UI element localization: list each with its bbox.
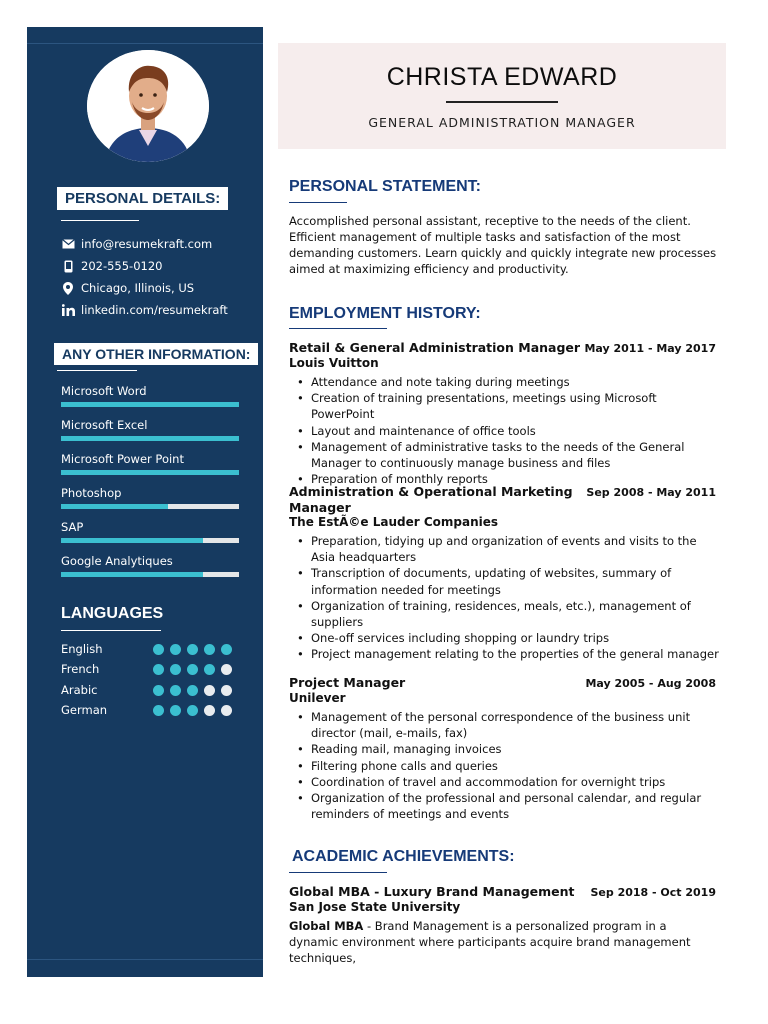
rating-dot bbox=[187, 685, 198, 696]
rating-dot bbox=[170, 685, 181, 696]
rating-dot bbox=[187, 664, 198, 675]
rating-dot bbox=[153, 644, 164, 655]
job-date: May 2011 - May 2017 bbox=[584, 342, 716, 355]
skill-name: Photoshop bbox=[61, 486, 122, 500]
job-title: Project Manager bbox=[289, 675, 406, 690]
list-item: • Project management relating to the properties of the general manager bbox=[289, 646, 719, 662]
rating-dot bbox=[204, 685, 215, 696]
list-item: • Reading mail, managing invoices bbox=[289, 741, 719, 757]
list-item: • Filtering phone calls and queries bbox=[289, 758, 719, 774]
resume-header bbox=[278, 43, 726, 149]
language-rating bbox=[153, 685, 232, 696]
skill-name: Microsoft Word bbox=[61, 384, 147, 398]
language-rating bbox=[153, 664, 232, 675]
language-item bbox=[61, 683, 241, 697]
skill-item bbox=[61, 384, 239, 407]
degree-title: Global MBA - Luxury Brand Management bbox=[289, 884, 575, 899]
rating-dot bbox=[204, 644, 215, 655]
skill-item bbox=[61, 520, 239, 543]
list-item: • Transcription of documents, updating of websites, summary of information needed for meetings bbox=[289, 565, 719, 597]
degree-description-rest: - Brand Management is a personalized program in a dynamic environment where participants acquire brand management techniques, bbox=[289, 919, 691, 965]
header-divider bbox=[446, 101, 558, 103]
candidate-role: GENERAL ADMINISTRATION MANAGER bbox=[368, 115, 636, 130]
contact-linkedin-text: linkedin.com/resumekraft bbox=[81, 303, 228, 317]
skill-bar-fill bbox=[61, 402, 239, 407]
list-item: • One-off services including shopping or laundry trips bbox=[289, 630, 719, 646]
list-item: • Management of the personal correspondence of the business unit director (mail, e-mails, fax) bbox=[289, 709, 719, 741]
rating-dot bbox=[187, 644, 198, 655]
skill-item bbox=[61, 418, 239, 441]
other-information-title: ANY OTHER INFORMATION: bbox=[54, 343, 258, 365]
phone-icon bbox=[61, 260, 75, 272]
rating-dot bbox=[204, 705, 215, 716]
personal-statement-text: Accomplished personal assistant, receptive to the needs of the client. Efficient management of multiple tasks and satisfaction of the most demanding customers. Learn quickly and quickly integrate new processes aimed at maximizing efficiency and productivity. bbox=[289, 214, 717, 276]
academic-achievements-underline bbox=[289, 872, 387, 873]
email-icon bbox=[61, 238, 75, 250]
skill-item bbox=[61, 452, 239, 475]
contact-linkedin[interactable] bbox=[61, 302, 228, 318]
contact-email-text: info@resumekraft.com bbox=[81, 237, 213, 251]
job-date: May 2005 - Aug 2008 bbox=[585, 677, 716, 690]
job-title: Retail & General Administration Manager bbox=[289, 340, 581, 355]
contact-location-text: Chicago, Illinois, US bbox=[81, 281, 195, 295]
skill-bar bbox=[61, 538, 239, 543]
school-name: San Jose State University bbox=[289, 900, 461, 914]
list-item: • Management of administrative tasks to the needs of the General Manager to continuously manage business and files bbox=[289, 439, 719, 471]
language-rating bbox=[153, 705, 232, 716]
rating-dot bbox=[153, 664, 164, 675]
employment-history-title: EMPLOYMENT HISTORY: bbox=[289, 305, 481, 322]
skill-bar bbox=[61, 436, 239, 441]
personal-statement-title: PERSONAL STATEMENT: bbox=[289, 178, 482, 195]
list-item: • Layout and maintenance of office tools bbox=[289, 423, 719, 439]
rating-dot bbox=[170, 644, 181, 655]
rating-dot bbox=[221, 705, 232, 716]
job-bullets bbox=[289, 533, 719, 663]
degree-date: Sep 2018 - Oct 2019 bbox=[590, 886, 716, 899]
list-item: • Organization of training, residences, meals, etc.), management of suppliers bbox=[289, 598, 719, 630]
skill-name: Microsoft Excel bbox=[61, 418, 148, 432]
language-item bbox=[61, 662, 241, 676]
rating-dot bbox=[204, 664, 215, 675]
skill-bar-fill bbox=[61, 538, 203, 543]
job-title: Administration & Operational Marketing Manager bbox=[289, 484, 573, 515]
skill-item bbox=[61, 554, 239, 577]
personal-statement-underline bbox=[289, 202, 347, 203]
skill-bar-fill bbox=[61, 470, 239, 475]
degree-description bbox=[289, 918, 719, 966]
job-bullets bbox=[289, 374, 719, 487]
rating-dot bbox=[153, 685, 164, 696]
skill-bar bbox=[61, 572, 239, 577]
job-company: Louis Vuitton bbox=[289, 356, 379, 370]
profile-photo bbox=[87, 50, 209, 162]
skill-name: SAP bbox=[61, 520, 84, 534]
degree-description-bold: Global MBA bbox=[289, 919, 364, 933]
job-company: Unilever bbox=[289, 691, 346, 705]
sidebar-top-divider bbox=[27, 43, 263, 44]
skill-name: Microsoft Power Point bbox=[61, 452, 184, 466]
language-item bbox=[61, 642, 241, 656]
language-name: English bbox=[61, 642, 103, 656]
list-item: • Coordination of travel and accommodation for overnight trips bbox=[289, 774, 719, 790]
contact-phone-text: 202-555-0120 bbox=[81, 259, 163, 273]
contact-location bbox=[61, 280, 194, 296]
job-bullets bbox=[289, 709, 719, 822]
skill-bar-fill bbox=[61, 572, 203, 577]
personal-details-underline bbox=[61, 220, 139, 221]
rating-dot bbox=[221, 664, 232, 675]
profile-photo-image bbox=[87, 50, 209, 162]
candidate-name: CHRISTA EDWARD bbox=[386, 63, 618, 91]
skill-name: Google Analytiques bbox=[61, 554, 173, 568]
list-item: • Creation of training presentations, meetings using Microsoft PowerPoint bbox=[289, 390, 719, 422]
rating-dot bbox=[187, 705, 198, 716]
rating-dot bbox=[221, 685, 232, 696]
rating-dot bbox=[153, 705, 164, 716]
contact-email[interactable] bbox=[61, 236, 212, 252]
skill-item bbox=[61, 486, 239, 509]
academic-achievements-title: ACADEMIC ACHIEVEMENTS: bbox=[292, 848, 515, 865]
skill-bar bbox=[61, 504, 239, 509]
list-item: • Organization of the professional and personal calendar, and regular reminders of meetings and events bbox=[289, 790, 719, 822]
rating-dot bbox=[170, 705, 181, 716]
language-name: French bbox=[61, 662, 100, 676]
skill-bar-fill bbox=[61, 436, 239, 441]
location-pin-icon bbox=[61, 282, 75, 294]
job-company: The EstÃ©e Lauder Companies bbox=[289, 515, 499, 529]
sidebar-bottom-divider bbox=[27, 959, 263, 960]
list-item: • Preparation of monthly reports bbox=[289, 471, 719, 487]
job-date: Sep 2008 - May 2011 bbox=[586, 486, 716, 499]
rating-dot bbox=[221, 644, 232, 655]
skill-bar bbox=[61, 402, 239, 407]
list-item: • Attendance and note taking during meetings bbox=[289, 374, 719, 390]
languages-underline bbox=[61, 630, 161, 631]
language-item bbox=[61, 703, 241, 717]
skill-bar bbox=[61, 470, 239, 475]
languages-title: LANGUAGES bbox=[61, 605, 164, 622]
language-name: German bbox=[61, 703, 108, 717]
sidebar bbox=[27, 27, 263, 977]
language-name: Arabic bbox=[61, 683, 98, 697]
rating-dot bbox=[170, 664, 181, 675]
employment-history-underline bbox=[289, 328, 387, 329]
skill-bar-fill bbox=[61, 504, 168, 509]
linkedin-icon bbox=[61, 304, 75, 316]
personal-details-title: PERSONAL DETAILS: bbox=[57, 187, 228, 210]
list-item: • Preparation, tidying up and organization of events and visits to the Asia headquarters bbox=[289, 533, 719, 565]
other-information-underline bbox=[57, 370, 137, 371]
language-rating bbox=[153, 644, 232, 655]
contact-phone[interactable] bbox=[61, 258, 162, 274]
